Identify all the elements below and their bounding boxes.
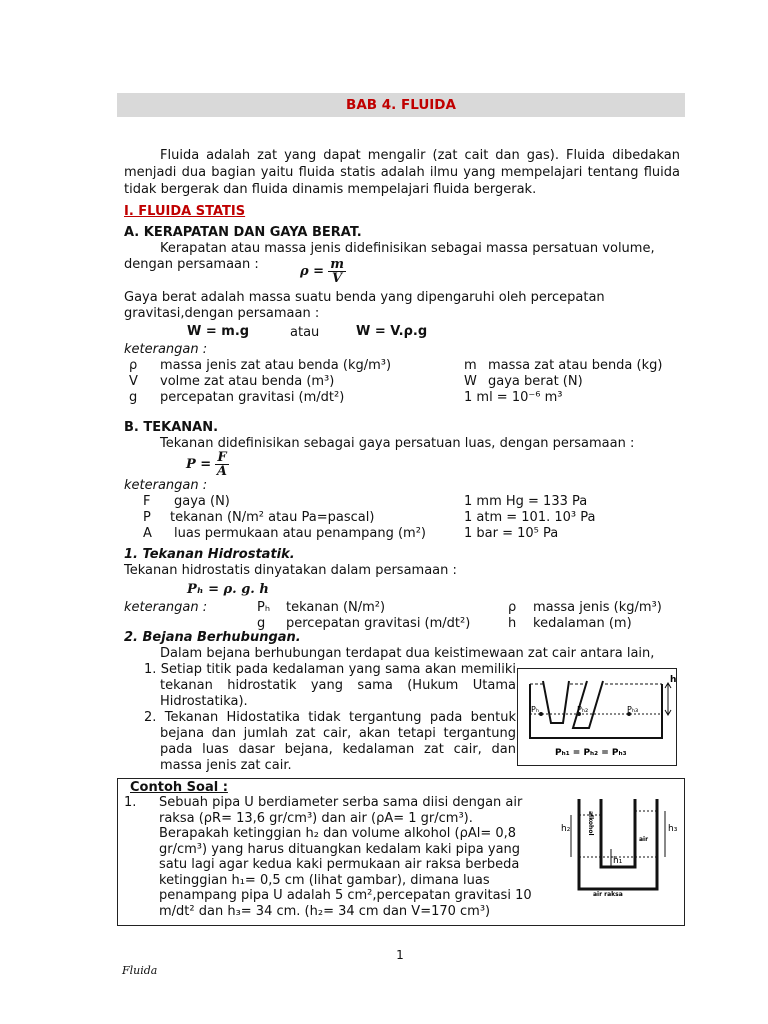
weight-eq2: W = V.ρ.g — [356, 324, 428, 339]
label-air-raksa: air raksa — [593, 891, 623, 897]
legend-desc2: gaya berat (N) — [488, 374, 583, 389]
legend-sym2: m — [464, 358, 477, 373]
density-formula — [300, 258, 346, 285]
example-heading: Contoh Soal : — [130, 780, 228, 795]
legend-desc2: 1 ml = 10⁻⁶ m³ — [464, 390, 563, 405]
legend-desc2: kedalaman (m) — [533, 616, 632, 631]
pressure-fraction — [215, 451, 228, 478]
intro-text: Fluida adalah zat yang dapat mengalir (zat cait dan gas). Fluida dibedakan menjadi dua bagian yaitu fluida statis adalah ilmu yang mempelajari tentang fluida tidak bergerak dan fluida dinamis mempelajari fluida bergerak. — [124, 148, 680, 197]
legend-desc: percepatan gravitasi (m/dt²) — [160, 390, 345, 405]
label-ph1: Pₕ — [531, 705, 540, 714]
legend-sym2: ρ — [508, 600, 517, 615]
weight-line2: gravitasi,dengan persamaan : — [124, 306, 320, 321]
tekanan-line1: Tekanan didefinisikan sebagai gaya persatuan luas, dengan persamaan : — [160, 436, 635, 451]
point-ph1 — [539, 712, 543, 716]
legend-row: F — [143, 494, 151, 509]
example-line: satu lagi agar kedua kaki permukaan air raksa berbeda — [159, 857, 520, 872]
legend-row: P — [143, 510, 151, 525]
example-line: Sebuah pipa U berdiameter serba sama diisi dengan air — [159, 795, 523, 810]
legend-desc: massa jenis zat atau benda (kg/m³) — [160, 358, 392, 373]
label-ph3: Pₕ₃ — [627, 705, 639, 714]
legend-desc: gaya (N) — [174, 494, 230, 509]
legend-desc: tekanan (N/m²) — [286, 600, 386, 615]
hidro-line1: Tekanan hidrostatis dinyatakan dalam persamaan : — [124, 563, 457, 578]
legend-desc: tekanan (N/m² atau Pa=pascal) — [170, 510, 375, 525]
legend-row: g — [129, 390, 138, 405]
density-numerator: m — [330, 257, 344, 272]
keterangan-b: keterangan : — [124, 478, 208, 493]
pressure-numerator: F — [217, 450, 227, 465]
legend-desc: volme zat atau benda (m³) — [160, 374, 335, 389]
kerapatan-line2: dengan persamaan : — [124, 257, 259, 272]
heading-tekanan: B. TEKANAN. — [124, 420, 219, 435]
footer-label: Fluida — [122, 964, 158, 977]
partition-left — [543, 681, 569, 723]
keterangan-hidro: keterangan : — [124, 600, 208, 615]
chapter-title: BAB 4. FLUIDA — [117, 93, 685, 117]
legend-desc2: 1 atm = 101. 10³ Pa — [464, 510, 596, 525]
keterangan-a: keterangan : — [124, 342, 208, 357]
label-h3: h₃ — [668, 824, 678, 834]
legend-desc: percepatan gravitasi (m/dt²) — [286, 616, 471, 631]
density-denominator: V — [332, 271, 343, 286]
pressure-formula-lhs: P = — [186, 457, 212, 472]
heading-bejana: 2. Bejana Berhubungan. — [124, 630, 301, 645]
weight-line1: Gaya berat adalah massa suatu benda yang dipengaruhi oleh percepatan — [124, 290, 605, 305]
density-formula-lhs: ρ = — [300, 264, 325, 279]
weight-eq1: W = m.g — [187, 324, 250, 339]
u-tube-diagram — [553, 797, 681, 897]
density-fraction — [328, 258, 346, 285]
label-h1: h₁ — [613, 856, 623, 866]
heading-kerapatan: A. KERAPATAN DAN GAYA BERAT. — [124, 225, 362, 240]
label-h2: h₂ — [561, 824, 571, 834]
bejana-item-2: 2. Tekanan Hidostatika tidak tergantung pada bentuk bejana dan jumlah zat cair, akan tetapi tergantung pada luas dasar bejana, kedalaman zat cair, dan massa jenis zat cair. — [144, 710, 516, 773]
heading-hidrostatik: 1. Tekanan Hidrostatik. — [124, 547, 295, 562]
legend-sym2: W — [464, 374, 477, 389]
label-equal-pressure: Pₕ₁ = Pₕ₂ = Pₕ₃ — [555, 748, 627, 758]
hydrostatic-formula: Pₕ = ρ. g. h — [187, 582, 269, 597]
legend-sym2: h — [508, 616, 517, 631]
example-line: penampang pipa U adalah 5 cm²,percepatan gravitasi 10 — [159, 888, 532, 903]
legend-desc2: massa zat atau benda (kg) — [488, 358, 663, 373]
legend-row: ρ — [129, 358, 138, 373]
bejana-line1: Dalam bejana berhubungan terdapat dua keistimewaan zat cair antara lain, — [160, 646, 655, 661]
legend-row: V — [129, 374, 138, 389]
example-number: 1. — [124, 795, 137, 810]
page-number: 1 — [396, 948, 404, 962]
pressure-formula — [186, 451, 229, 478]
legend-desc2: 1 bar = 10⁵ Pa — [464, 526, 559, 541]
connected-vessels-diagram — [517, 668, 677, 766]
example-line: Berapakah ketinggian h₂ dan volume alkohol (ρAl= 0,8 — [159, 826, 517, 841]
legend-desc2: 1 mm Hg = 133 Pa — [464, 494, 588, 509]
legend-row: A — [143, 526, 152, 541]
kerapatan-line1: Kerapatan atau massa jenis didefinisikan sebagai massa persatuan volume, — [160, 241, 655, 256]
example-line: ketinggian h₁= 0,5 cm (lihat gambar), dimana luas — [159, 872, 490, 888]
intro-paragraph — [124, 147, 680, 198]
example-line: raksa (ρR= 13,6 gr/cm³) dan air (ρA= 1 gr/cm³). — [159, 810, 473, 826]
section-heading-fluida-statis: I. FLUIDA STATIS — [124, 204, 246, 219]
pressure-denominator: A — [216, 464, 227, 479]
label-air: air — [639, 836, 649, 843]
bejana-item-1: 1. Setiap titik pada kedalaman yang sama akan memiliki tekanan hidrostatik yang sama (Hukum Utama Hidrostatika). — [144, 662, 516, 709]
example-line: gr/cm³) yang harus dituangkan kedalam kaki pipa yang — [159, 841, 521, 857]
legend-desc2: massa jenis (kg/m³) — [533, 600, 662, 615]
legend-row: g — [257, 616, 266, 631]
label-alkohol: alkohol — [587, 811, 594, 836]
weight-atau: atau — [290, 325, 320, 340]
example-text — [159, 795, 547, 919]
example-line: m/dt² dan h₃= 34 cm. (h₂= 34 cm dan V=170 cm³) — [159, 903, 491, 919]
legend-desc: luas permukaan atau penampang (m²) — [174, 526, 426, 541]
label-h: h — [670, 675, 677, 685]
legend-row: Pₕ — [257, 600, 271, 615]
label-ph2: Pₕ₂ — [577, 705, 589, 714]
